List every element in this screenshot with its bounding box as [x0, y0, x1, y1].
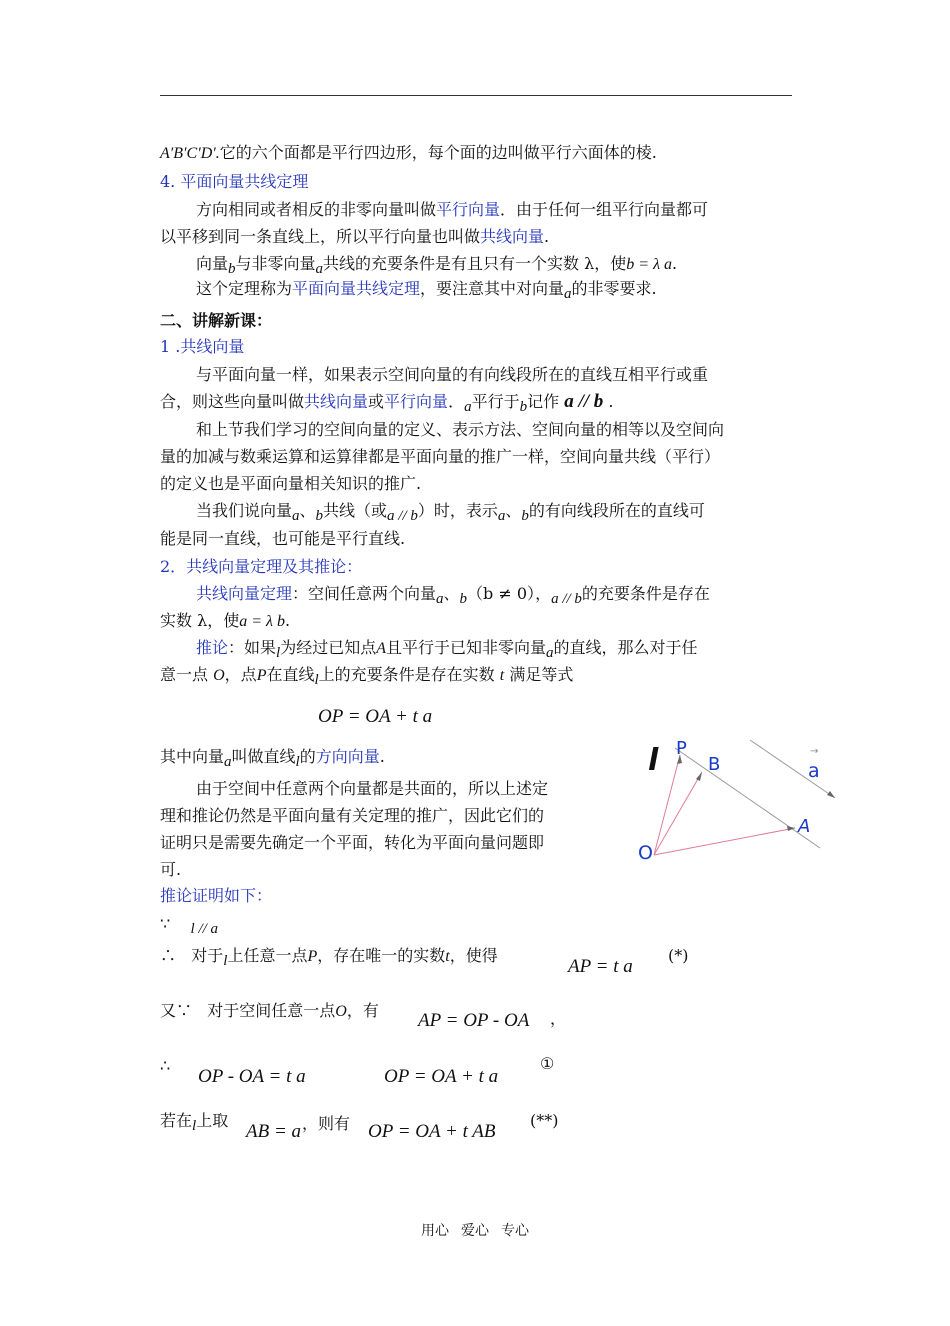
proof-therefore-2: ∴: [160, 1056, 171, 1075]
direction-vector-line: 其中向量a叫做直线l的方向向量.: [160, 747, 385, 770]
sub1-paragraph-2-line3: 的定义也是平面向量相关知识的推广.: [160, 474, 422, 493]
vector-a-arrowhead: [827, 791, 835, 798]
top-line: A′B′C′D′.它的六个面都是平行四边形，每个面的边叫做平行六面体的棱.: [160, 143, 657, 162]
label-a: a: [808, 760, 820, 782]
proof-comma: ，: [550, 1009, 567, 1028]
page-footer: 用心 爱心 专心: [421, 1223, 529, 1239]
sub1-paragraph-2-line1: 和上节我们学习的空间向量的定义、表示方法、空间向量的相等以及空间向: [196, 420, 725, 439]
proof-heading: 推论证明如下：: [160, 886, 273, 905]
sec4-paragraph-1-line1: 方向相同或者相反的非零向量叫做平行向量．由于任何一组平行向量都可: [196, 200, 709, 219]
vector-a-line: [750, 740, 835, 798]
sub1-paragraph-3-line2: 能是同一直线，也可能是平行直线.: [160, 529, 406, 548]
label-O: O: [638, 842, 653, 864]
corollary-line1: 推论：如果l为经过已知点A且平行于已知非零向量a的直线，那么对于任: [196, 638, 698, 661]
sec4-paragraph-3: 这个定理称为平面向量共线定理，要注意其中对向量a的非零要求.: [196, 279, 657, 302]
proof-line5: 若在l上取: [160, 1111, 229, 1134]
sub1-paragraph-3-line1: 当我们说向量a、b共线（或a // b）时，表示a、b的有向线段所在的直线可: [196, 501, 705, 524]
theorem-line1: 共线向量定理：空间任意两个向量a、b（b ≠ 0），a // b的充要条件是存在: [196, 584, 710, 607]
section-2-heading: 二、讲解新课：: [160, 311, 273, 330]
proof-line1: ∵ l // a: [160, 914, 219, 937]
proof-eq-AP: AP = t a: [568, 956, 633, 977]
proof-eq-OP-AB: OP = OA + t AB: [368, 1121, 496, 1142]
vector-diagram: [630, 730, 845, 870]
sub1-paragraph-1-line1: 与平面向量一样，如果表示空间向量的有向线段所在的直线互相平行或重: [196, 365, 709, 384]
sec4-paragraph-2: 向量b与非零向量a共线的充要条件是有且只有一个实数 λ，使b = λ a.: [196, 254, 678, 277]
corollary-line2: 意一点 O，点P在直线l上的充要条件是存在实数 t 满足等式: [160, 665, 574, 688]
proof-eq-AB: AB = a: [246, 1121, 302, 1142]
remark-line1: 由于空间中任意两个向量都是共面的，所以上述定: [196, 779, 549, 798]
proof-line2: ∴ 对于l上任意一点P，存在唯一的实数t，使得: [160, 946, 498, 969]
theorem-line2: 实数 λ，使a = λ b.: [160, 611, 291, 630]
label-l: l: [648, 743, 659, 778]
sub1-heading: 1 .共线向量: [160, 337, 245, 356]
proof-eq-AP-decomp: AP = OP - OA: [418, 1010, 530, 1031]
vector-OB: [654, 772, 702, 855]
vector-OA: [654, 828, 795, 855]
sub1-paragraph-2-line2: 量的加减与数乘运算和运算律都是平面向量的推广一样，空间向量共线（平行）: [160, 447, 721, 466]
sub1-paragraph-1-line2: 合，则这些向量叫做共线向量或平行向量．a平行于b记作 a // b .: [160, 391, 614, 415]
proof-line3: 又∵ 对于空间任意一点O，有: [160, 1001, 379, 1020]
arrowhead-B: [696, 772, 702, 781]
remark-line2: 理和推论仍然是平面向量有关定理的推广，因此它们的: [160, 806, 545, 825]
proof-eq-OP: OP = OA + t a: [384, 1066, 499, 1087]
proof-tag-1: ①: [540, 1054, 555, 1073]
sec4-paragraph-1-line2: 以平移到同一条直线上，所以平行向量也叫做共线向量.: [160, 227, 550, 246]
proof-tag-2star: (**): [530, 1111, 559, 1130]
proof-line5-then: ，则有: [302, 1114, 351, 1133]
remark-line4: 可.: [160, 860, 182, 879]
section-4-heading: 4. 平面向量共线定理: [160, 172, 309, 191]
header-rule: [160, 95, 792, 96]
remark-line3: 证明只是需要先确定一个平面，转化为平面向量问题即: [160, 833, 545, 852]
label-A: A: [798, 816, 811, 837]
label-B: B: [708, 754, 721, 775]
proof-tag-star: (*): [668, 946, 689, 965]
corollary-formula: OP = OA + t a: [318, 706, 433, 727]
label-a-arrow: →: [810, 746, 819, 757]
sub2-heading: 2．共线向量定理及其推论：: [160, 557, 363, 576]
label-P: P: [676, 738, 687, 759]
proof-eq-diff: OP - OA = t a: [198, 1066, 306, 1087]
